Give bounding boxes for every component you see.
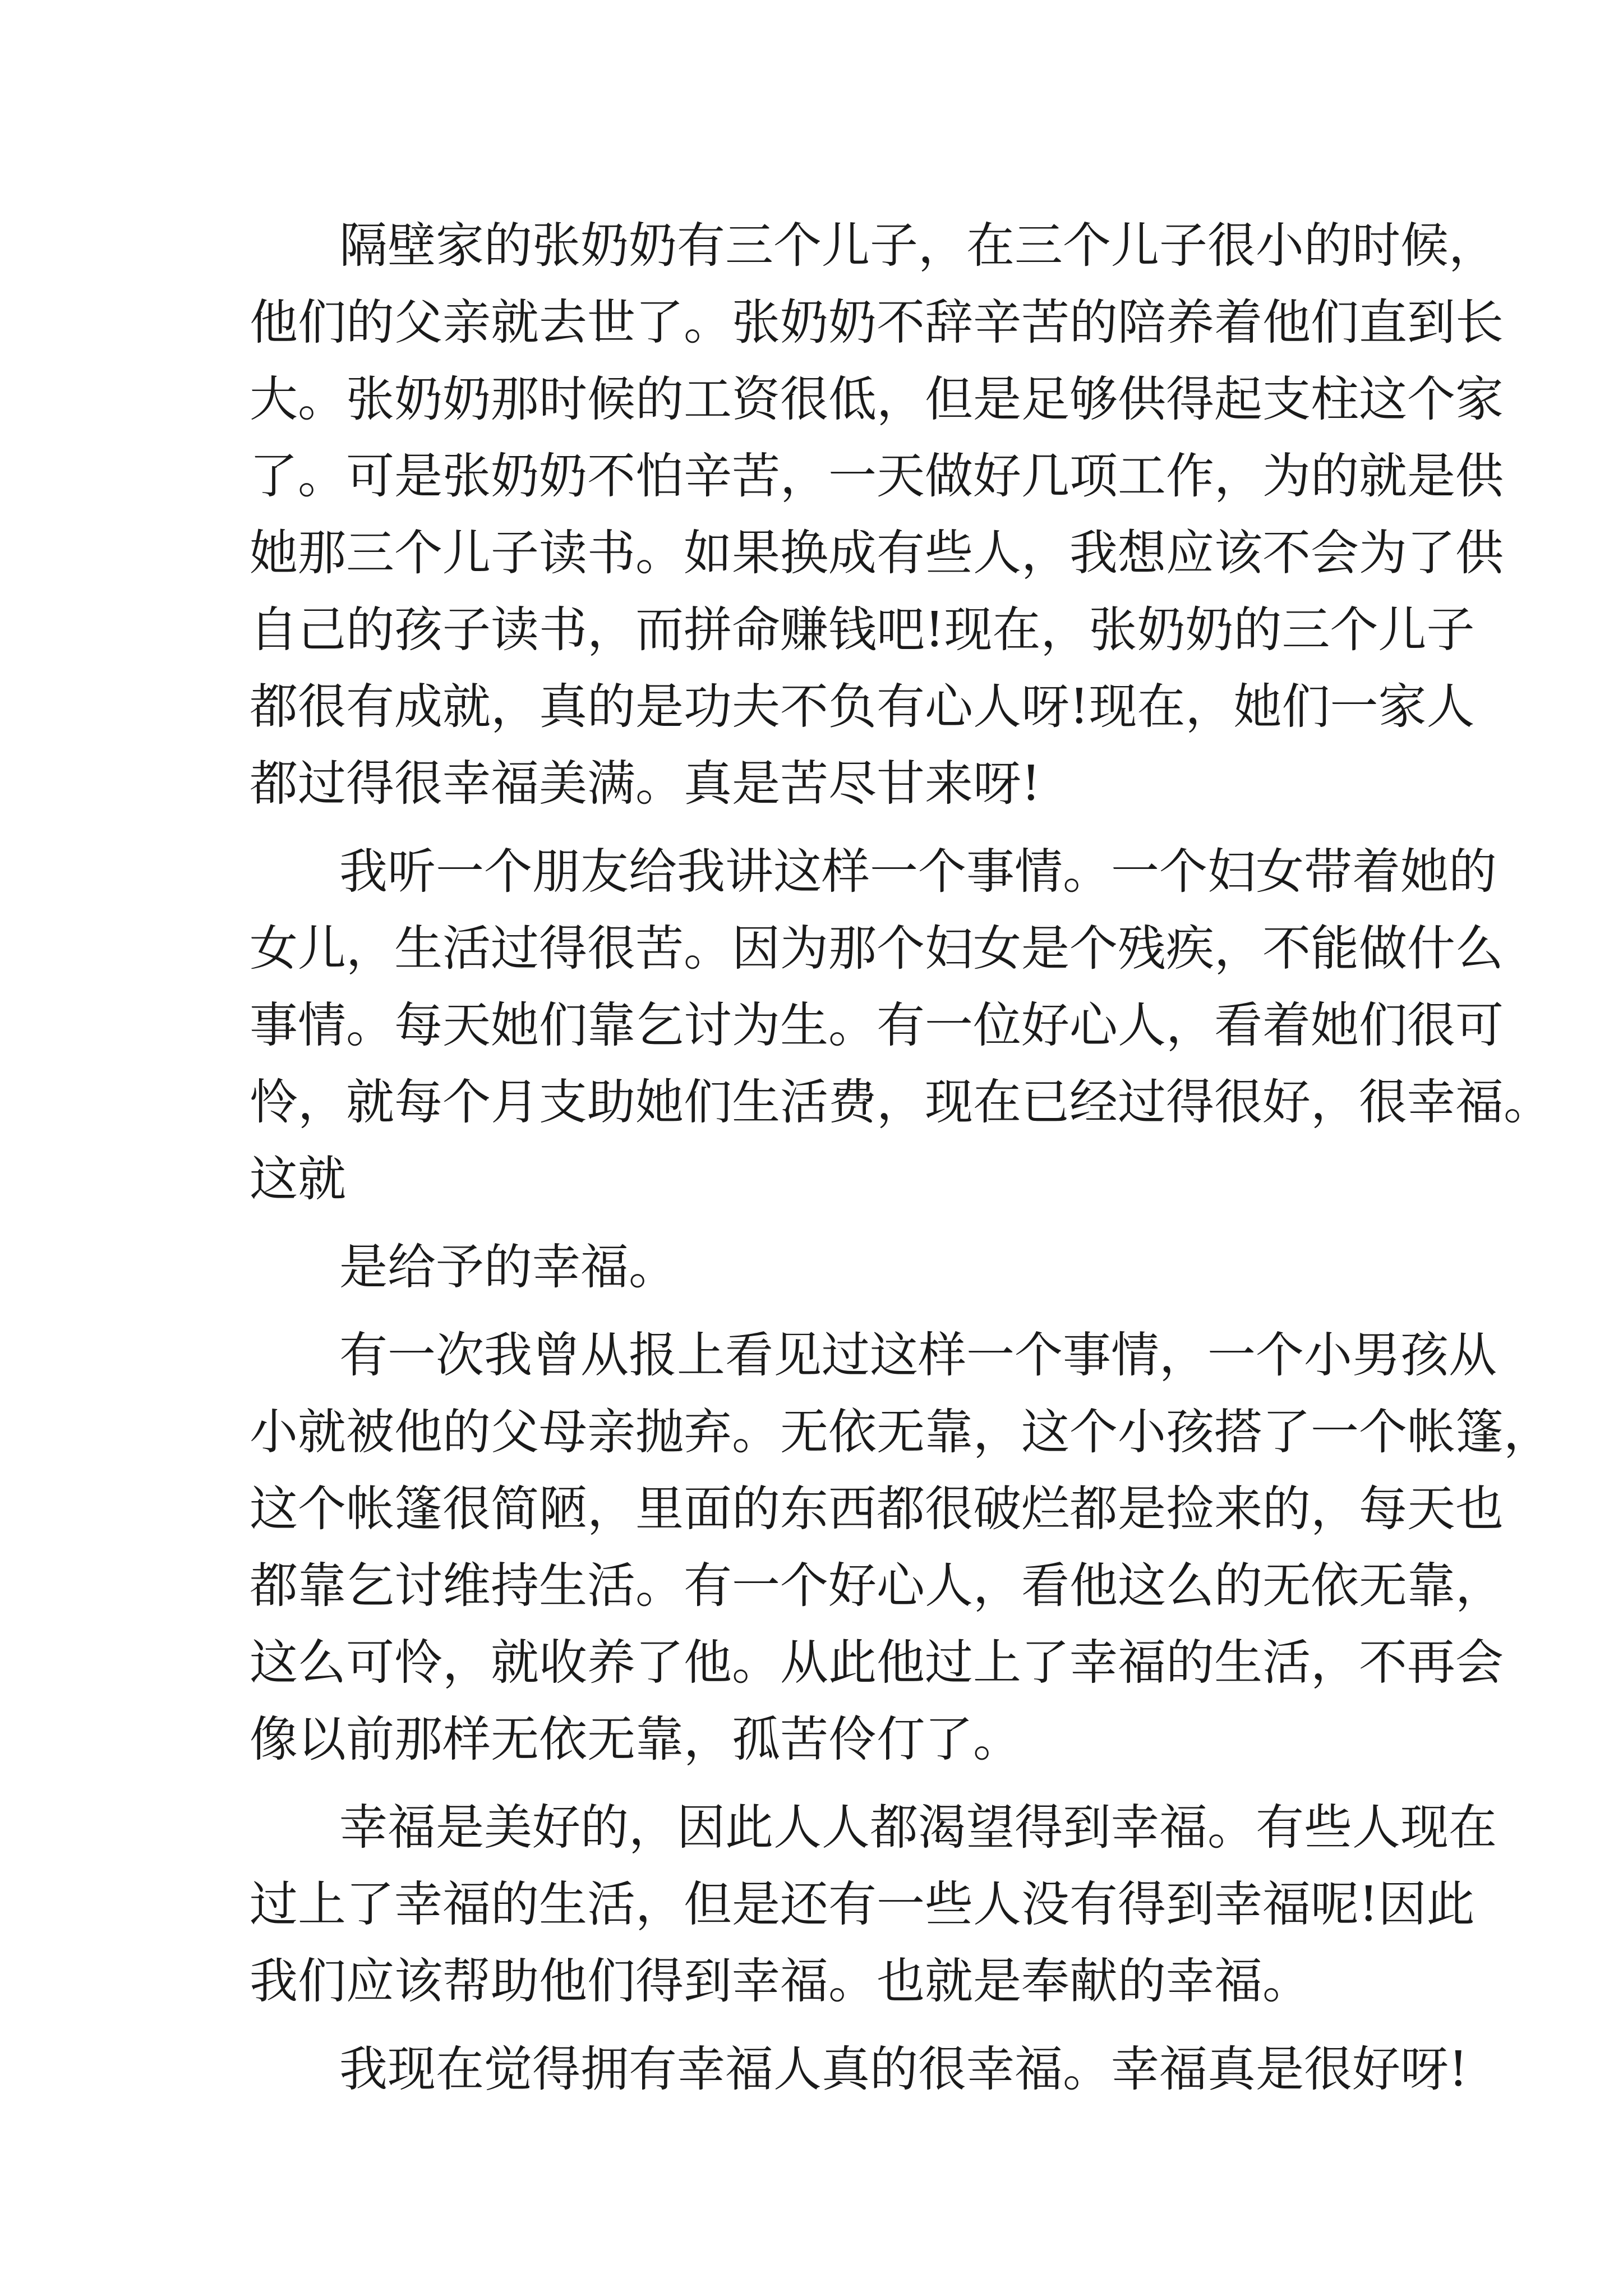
paragraph bbox=[250, 1789, 1497, 2020]
text-line: 这么可怜，就收养了他。从此他过上了幸福的生活，不再会 bbox=[250, 1635, 1504, 1691]
text-line: 怜，就每个月支助她们生活费，现在已经过得很好，很幸福。 bbox=[250, 1074, 1552, 1130]
text-line: 我现在觉得拥有幸福人真的很幸福。幸福真是很好呀! bbox=[339, 2041, 1468, 2097]
paragraph bbox=[250, 1229, 1377, 1306]
document-body bbox=[250, 208, 1552, 2108]
text-line: 都很有成就，真的是功夫不负有心人呀!现在，她们一家人 bbox=[250, 679, 1475, 735]
text-line: 是给予的幸福。 bbox=[339, 1239, 677, 1295]
paragraph bbox=[250, 834, 1552, 1218]
text-line: 有一次我曾从报上看见过这样一个事情，一个小男孩从 bbox=[339, 1327, 1497, 1383]
text-line: 他们的父亲就去世了。张奶奶不辞辛苦的陪养着他们直到长 bbox=[250, 295, 1504, 351]
text-line: 我听一个朋友给我讲这样一个事情。一个妇女带着她的 bbox=[339, 844, 1497, 900]
text-line: 过上了幸福的生活，但是还有一些人没有得到幸福呢!因此 bbox=[250, 1876, 1475, 1932]
text-line: 了。可是张奶奶不怕辛苦，一天做好几项工作，为的就是供 bbox=[250, 448, 1504, 504]
paragraph bbox=[250, 2031, 1468, 2108]
text-line: 她那三个儿子读书。如果换成有些人，我想应该不会为了供 bbox=[250, 525, 1504, 581]
text-line: 都靠乞讨维持生活。有一个好心人，看他这么的无依无靠， bbox=[250, 1558, 1504, 1614]
text-line: 小就被他的父母亲抛弃。无依无靠，这个小孩搭了一个帐篷， bbox=[250, 1404, 1552, 1460]
paragraph bbox=[250, 1317, 1552, 1778]
text-line: 这个帐篷很简陋，里面的东西都很破烂都是捡来的，每天也 bbox=[250, 1481, 1504, 1537]
text-line: 自己的孩子读书，而拼命赚钱吧!现在，张奶奶的三个儿子 bbox=[250, 602, 1475, 658]
text-line: 这就 bbox=[250, 1151, 346, 1207]
text-line: 幸福是美好的，因此人人都渴望得到幸福。有些人现在 bbox=[339, 1800, 1497, 1856]
text-line: 事情。每天她们靠乞讨为生。有一位好心人，看着她们很可 bbox=[250, 997, 1504, 1053]
text-line: 都过得很幸福美满。真是苦尽甘来呀! bbox=[250, 756, 1041, 812]
paragraph bbox=[250, 208, 1504, 822]
text-line: 像以前那样无依无靠，孤苦伶仃了。 bbox=[250, 1711, 1021, 1768]
text-line: 隔壁家的张奶奶有三个儿子，在三个儿子很小的时候， bbox=[339, 218, 1497, 274]
text-line: 女儿，生活过得很苦。因为那个妇女是个残疾，不能做什么 bbox=[250, 921, 1504, 977]
text-line: 我们应该帮助他们得到幸福。也就是奉献的幸福。 bbox=[250, 1953, 1311, 2009]
text-line: 大。张奶奶那时候的工资很低，但是足够供得起支柱这个家 bbox=[250, 371, 1504, 427]
